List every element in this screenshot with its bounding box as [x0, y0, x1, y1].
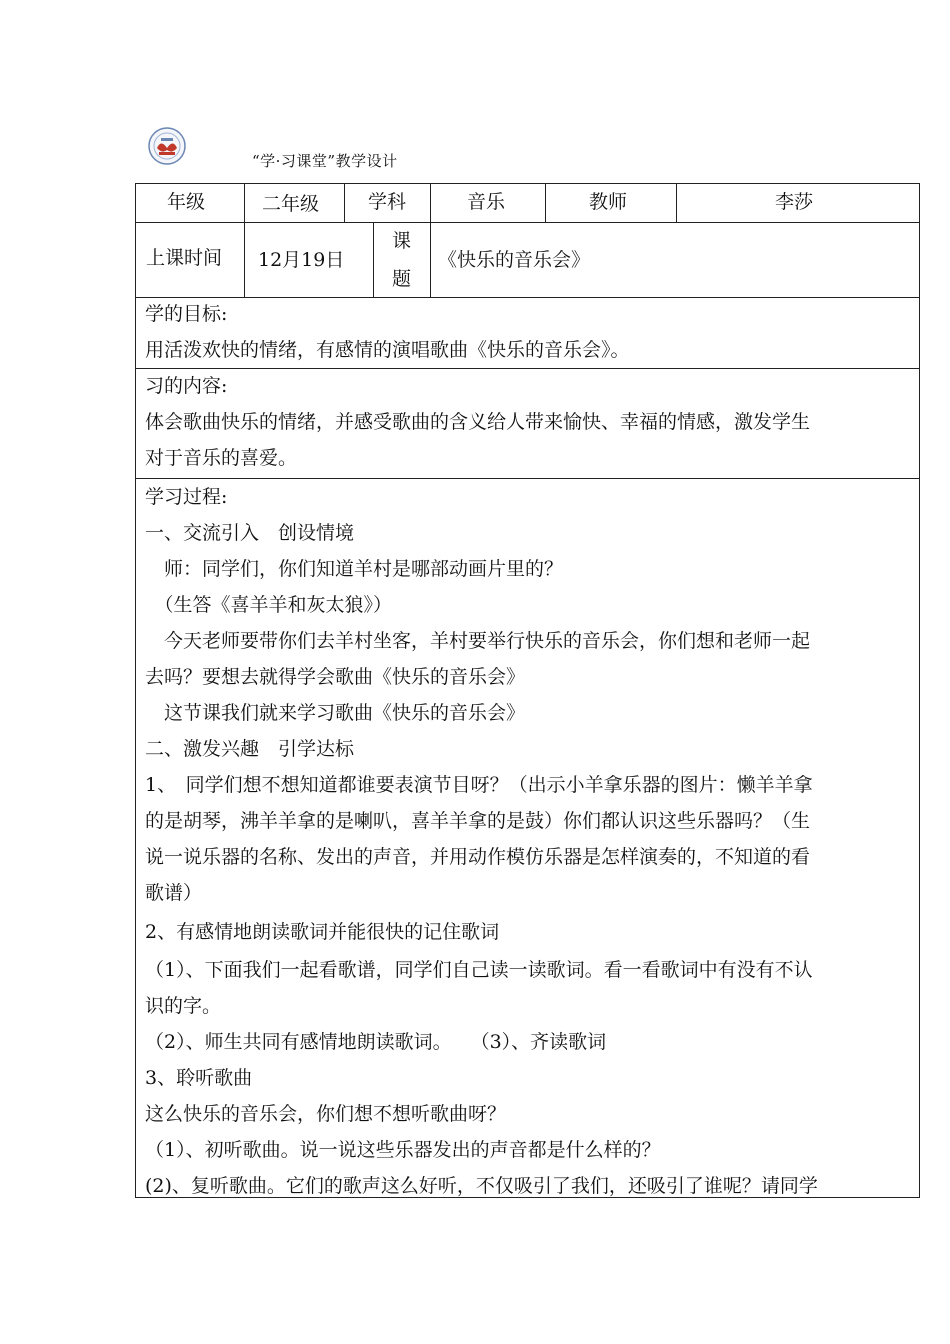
- content-text-line2: 对于音乐的喜爱。: [145, 447, 298, 469]
- process-line: 2、有感情地朗读歌词并能很快的记住歌词: [145, 921, 500, 943]
- column-divider: [430, 183, 431, 222]
- column-divider: [676, 183, 677, 222]
- topic-label-line1: 课: [392, 230, 412, 252]
- content-text-line1: 体会歌曲快乐的情绪，并感受歌曲的含义给人带来愉快、幸福的情感，激发学生: [145, 411, 811, 433]
- topic-value: 《快乐的音乐会》: [438, 249, 591, 271]
- process-line: （生答《喜羊羊和灰太狼》）: [145, 594, 393, 616]
- school-logo-icon: [144, 126, 190, 166]
- table-border-top: [135, 183, 920, 184]
- process-line: 3、聆听歌曲: [145, 1067, 253, 1089]
- grade-value: 二年级: [262, 193, 320, 215]
- column-divider: [373, 222, 374, 297]
- table-border-right: [919, 183, 920, 1197]
- content-heading: 习的内容:: [145, 375, 228, 397]
- process-line: （1）、初听歌曲。说一说这些乐器发出的声音都是什么样的？: [145, 1139, 661, 1161]
- process-line: 说一说乐器的名称、发出的声音，并用动作模仿乐器是怎样演奏的，不知道的看: [145, 846, 811, 868]
- goals-heading: 学的目标:: [145, 303, 228, 325]
- process-line: 二、激发兴趣 引学达标: [145, 738, 355, 760]
- table-border-left: [135, 183, 136, 1197]
- row-divider: [135, 478, 920, 479]
- row-divider: [135, 297, 920, 298]
- process-line: 的是胡琴，沸羊羊拿的是喇叭，喜羊羊拿的是鼓）你们都认识这些乐器吗？（生: [145, 810, 811, 832]
- process-line: 这节课我们就来学习歌曲《快乐的音乐会》: [145, 702, 526, 724]
- subject-value: 音乐: [467, 191, 506, 213]
- class-time-label: 上课时间: [146, 247, 223, 269]
- goals-text: 用活泼欢快的情绪，有感情的演唱歌曲《快乐的音乐会》。: [145, 339, 630, 361]
- teacher-value: 李莎: [775, 191, 814, 213]
- column-divider: [244, 222, 245, 297]
- process-line: 去吗？要想去就得学会歌曲《快乐的音乐会》: [145, 666, 526, 688]
- process-line: 这么快乐的音乐会，你们想不想听歌曲呀？: [145, 1103, 507, 1125]
- process-line: (2)、复听歌曲。它们的歌声这么好听，不仅吸引了我们，还吸引了谁呢？请同学: [145, 1175, 818, 1197]
- document-title: “学·习课堂”教学设计: [252, 152, 398, 170]
- column-divider: [344, 183, 345, 222]
- row-divider: [135, 222, 920, 223]
- column-divider: [545, 183, 546, 222]
- row-divider: [135, 368, 920, 369]
- process-line: 师：同学们，你们知道羊村是哪部动画片里的？: [145, 558, 564, 580]
- column-divider: [244, 183, 245, 222]
- process-line: （1）、下面我们一起看歌谱，同学们自己读一读歌词。看一看歌词中有没有不认: [145, 959, 813, 981]
- column-divider: [430, 222, 431, 297]
- teacher-label: 教师: [589, 191, 628, 213]
- process-line: （2）、师生共同有感情地朗读歌词。 （3）、齐读歌词: [145, 1031, 607, 1053]
- process-line: 歌谱）: [145, 882, 203, 904]
- subject-label: 学科: [368, 191, 407, 213]
- process-line: 1、 同学们想不想知道都谁要表演节目呀？（出示小羊拿乐器的图片：懒羊羊拿: [145, 774, 813, 796]
- topic-label-line2: 题: [392, 268, 412, 290]
- process-line: 识的字。: [145, 995, 222, 1017]
- class-time-value: 12月19日: [258, 249, 345, 271]
- process-line: 今天老师要带你们去羊村坐客，羊村要举行快乐的音乐会，你们想和老师一起: [145, 630, 811, 652]
- grade-label: 年级: [167, 191, 206, 213]
- process-heading: 学习过程:: [145, 486, 228, 508]
- process-line: 一、交流引入 创设情境: [145, 522, 355, 544]
